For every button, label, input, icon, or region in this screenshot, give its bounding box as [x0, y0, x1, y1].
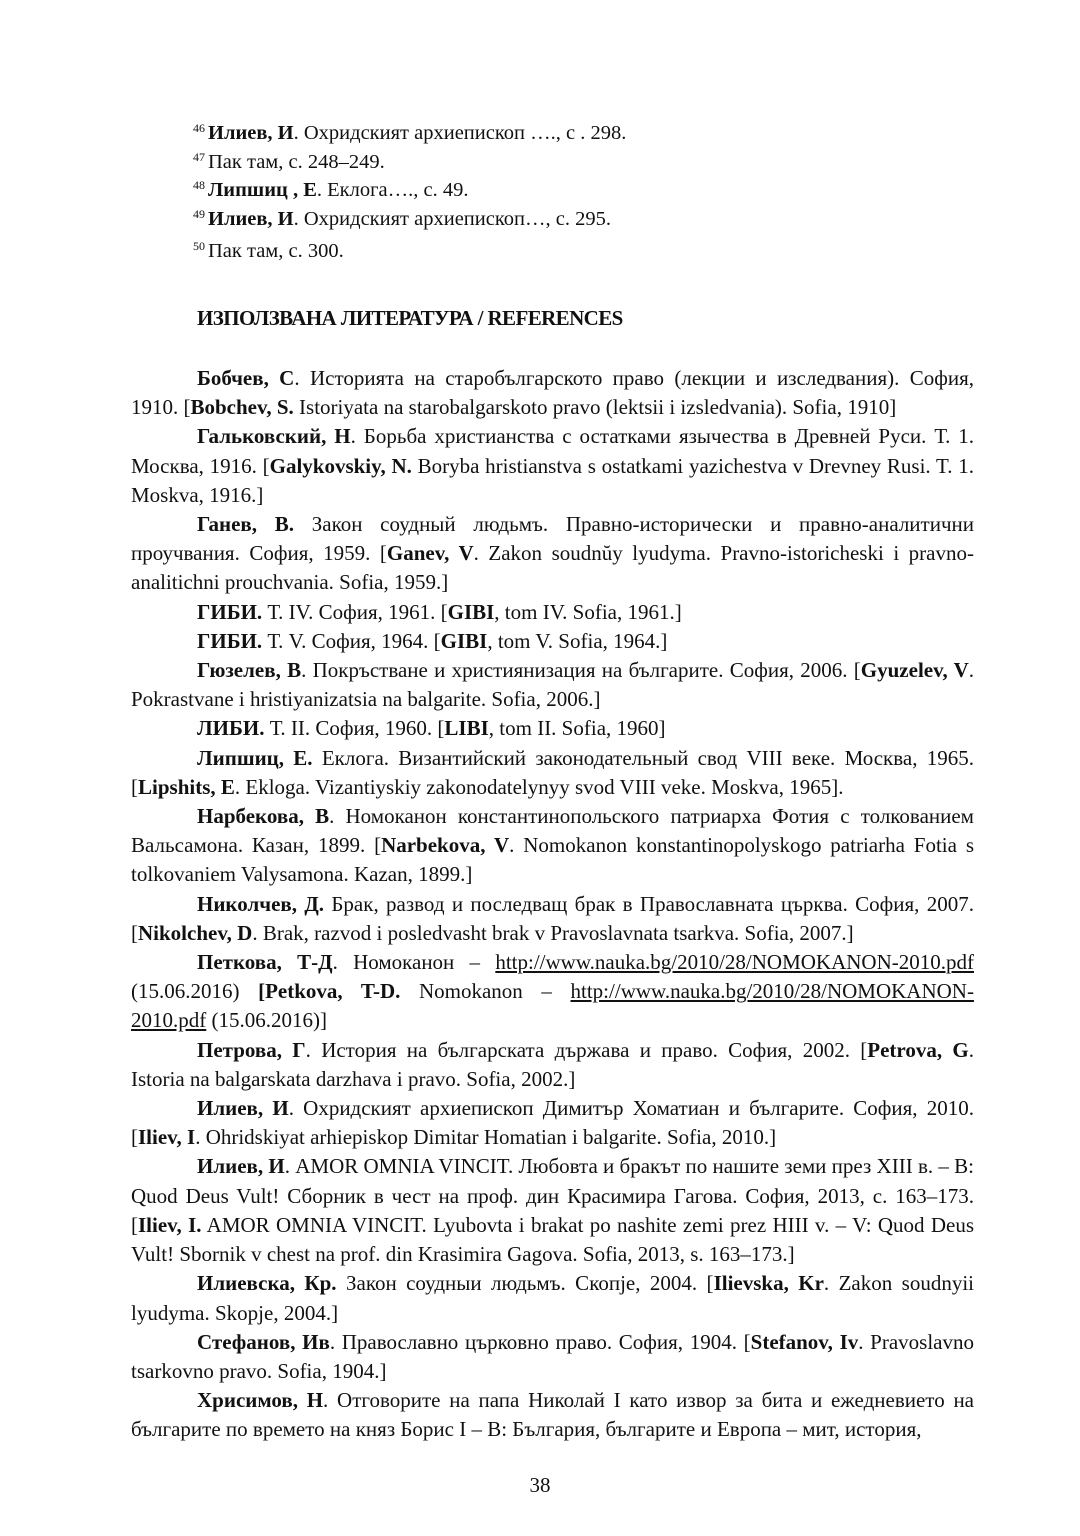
ref-author-latin: Stefanov, Iv	[750, 1329, 859, 1354]
ref-text-latin: . Nomokanon konstantinopolyskogo patriarha Fotia s tolkovaniem Valysamona. Kazan, 1899.]	[131, 833, 974, 887]
ref-author: ГИБИ.	[197, 599, 263, 624]
footnote	[193, 150, 385, 174]
ref-author-latin: Ilievska, Kr	[713, 1271, 824, 1296]
ref-author-latin: Iliev, I.	[138, 1212, 202, 1237]
ref-text: . Охридският архиепископ Димитър Хоматиан и българите. София, 2010. [	[131, 1096, 975, 1150]
footnote-number: 50	[193, 239, 205, 253]
ref-author: Липшиц, Е.	[197, 745, 313, 770]
ref-text: . AMOR OMNIA VINCIT. Любовта и бракът по нашите земи през XIII в. – В: Quod Deus Vult! Сборник в чест на проф. дин Красимира Гагова. София, 2013, с. 163–173. [	[131, 1154, 974, 1237]
references-list	[131, 364, 974, 1445]
ref-text-latin: , tom IV. Sofia, 1961.]	[494, 599, 682, 624]
reference-entry	[131, 1328, 974, 1386]
ref-author: Петкова, Т-Д	[197, 950, 333, 975]
footnote-author: Илиев, И	[208, 122, 294, 144]
nomokanon-link-latin[interactable]: http://www.nauka.bg/2010/28/NOMOKANON-2010.pdf	[131, 979, 974, 1033]
ref-text-latin: Boryba hristianstva s ostatkami yazichestva v Drevney Rusi. T. 1. Moskva, 1916.]	[131, 453, 974, 507]
ref-text-latin: . Ekloga. Vizantiyskiy zakonodatelynyy svod VIII veke. Moskva, 1965].	[234, 774, 844, 799]
reference-entry	[131, 744, 974, 802]
ref-author: Гальковский, Н	[197, 424, 351, 449]
ref-text-latin: . Pokrastvane i hristiyanizatsia na balgarite. Sofia, 2006.]	[131, 658, 974, 712]
footnote	[193, 121, 626, 145]
ref-author-latin: Galykovskiy, N.	[269, 453, 412, 478]
ref-text: . Православно църковно право. София, 1904. [	[329, 1329, 751, 1354]
ref-author-latin: Iliev, I	[138, 1125, 196, 1150]
footnote	[193, 207, 611, 231]
ref-author-latin: Lipshits, E	[138, 774, 235, 799]
ref-author-latin: Nikolchev, D	[138, 920, 253, 945]
footnote-number: 47	[193, 150, 205, 164]
reference-entry	[131, 714, 974, 743]
page-number: 38	[529, 1473, 551, 1497]
ref-author-latin: Narbekova, V	[381, 833, 510, 858]
footnote-text: . Охридският архиепископ…, с. 295.	[293, 208, 611, 230]
footnote-author: Илиев, И	[208, 208, 294, 230]
reference-entry	[131, 1386, 974, 1444]
ref-text: Т. V. София, 1964. [	[262, 628, 441, 653]
ref-text: Брак, развод и последващ брак в Православната църква. София, 2007. [	[131, 891, 974, 945]
ref-author: Петрова, Г	[197, 1037, 306, 1062]
ref-author-latin: GIBI	[440, 628, 488, 653]
reference-entry	[131, 510, 974, 598]
reference-entry	[131, 656, 974, 714]
footnote-text: . Охридският архиепископ …., с . 298.	[293, 122, 627, 144]
footnote	[193, 239, 344, 263]
ref-text: . Номоканон –	[332, 950, 496, 975]
footnote-number: 49	[193, 207, 205, 221]
ref-author: Хрисимов, Н	[197, 1388, 324, 1413]
ref-author: ЛИБИ.	[197, 716, 265, 741]
ref-text: . Отговорите на папа Николай I като извор за бита и ежедневието на българите по времето на княз Борис I – В: България, българите и Европа – мит, история,	[131, 1388, 975, 1442]
ref-author: Гюзелев, В	[197, 658, 302, 683]
ref-text-latin: . Zakon soudnŭy lyudyma. Pravno-istoricheski i pravno-analitichni prouchvania. Sofia, 1959.]	[131, 541, 974, 595]
ref-author-latin: Ganev, V	[386, 541, 474, 566]
reference-entry	[131, 802, 974, 890]
ref-text-latin: . Istoria na balgarskata darzhava i pravo. Sofia, 2002.]	[131, 1037, 974, 1091]
ref-author-latin: Gyuzelev, V	[860, 658, 969, 683]
ref-text: . Историята на старобългарското право (лекции и изследвания). София, 1910. [	[131, 366, 974, 420]
references-heading: ИЗПОЛЗВАНА ЛИТЕРАТУРА / REFERENCES	[197, 306, 623, 330]
ref-author: ГИБИ.	[197, 628, 263, 653]
footnote-text: Пак там, с. 300.	[208, 240, 344, 262]
ref-text: . Борьба христианства с остатками язычества в Древней Руси. Т. 1. Москва, 1916. [	[131, 424, 974, 478]
footnote-text: . Еклога…., с. 49.	[316, 179, 469, 201]
ref-text: Т. IV. София, 1961. [	[262, 599, 448, 624]
ref-date-latin: (15.06.2016)]	[206, 1008, 327, 1033]
ref-author: Ганев, В.	[197, 512, 295, 537]
ref-author-latin: LIBI	[444, 716, 489, 741]
ref-text: Закон соудныи людьмъ. Скопjе, 2004. [	[336, 1271, 714, 1296]
ref-author-latin: Petrova, G	[867, 1037, 969, 1062]
reference-entry	[131, 1269, 974, 1327]
reference-entry-petkova	[131, 948, 974, 1036]
reference-entry-petrova	[131, 1036, 974, 1094]
ref-text: Т. II. София, 1960. [	[264, 716, 445, 741]
ref-text-latin: . Ohridskiyat arhiepiskop Dimitar Homatian i balgarite. Sofia, 2010.]	[195, 1125, 777, 1150]
ref-text-latin: . Zakon soudnyii lyudyma. Skopje, 2004.]	[131, 1271, 974, 1325]
ref-text: . История на българската държава и право. София, 2002. [	[305, 1037, 868, 1062]
ref-text: . Покръстване и християнизация на българите. София, 2006. [	[301, 658, 861, 683]
ref-author-latin: Bobchev, S.	[190, 395, 294, 420]
ref-text-latin: , tom V. Sofia, 1964.]	[487, 628, 668, 653]
reference-entry	[131, 364, 974, 422]
ref-author-latin: [Petkova, T-D.	[258, 979, 401, 1004]
reference-entry	[131, 1152, 974, 1269]
ref-author: Илиев, И	[197, 1096, 289, 1121]
ref-text-latin: AMOR OMNIA VINCIT. Lyubovta i brakat po nashite zemi prez HIII v. – V: Quod Deus Vult! Sbornik v chest na prof. din Krasimira Gagova. Sofia, 2013, s. 163–173.]	[131, 1212, 974, 1267]
ref-author: Илиев, И	[197, 1154, 285, 1179]
footnote-text: Пак там, с. 248–249.	[208, 151, 385, 173]
ref-date: (15.06.2016)	[131, 979, 259, 1004]
ref-text-latin: . Pravoslavno tsarkovno pravo. Sofia, 1904.]	[131, 1329, 974, 1383]
ref-author: Илиевска, Кр.	[197, 1271, 337, 1296]
footnote	[193, 178, 468, 202]
reference-entry	[131, 422, 974, 510]
ref-author: Нарбекова, В	[197, 804, 330, 829]
footnote-author: Липшиц , Е	[208, 179, 317, 201]
footnote-number: 46	[193, 121, 205, 135]
ref-text-latin: Nomokanon –	[400, 979, 571, 1004]
ref-author: Николчев, Д.	[197, 891, 325, 916]
ref-author-latin: GIBI	[447, 599, 495, 624]
nomokanon-link[interactable]: http://www.nauka.bg/2010/28/NOMOKANON-2010.pdf	[495, 950, 974, 975]
reference-entry	[131, 598, 974, 627]
reference-entry	[131, 1094, 974, 1152]
ref-text: Еклога. Византийский законодательный свод VIII веке. Москва, 1965. [	[131, 745, 974, 799]
ref-text-latin: . Brak, razvod i posledvasht brak v Pravoslavnata tsarkva. Sofia, 2007.]	[252, 920, 854, 945]
reference-entry	[131, 627, 974, 656]
ref-text: Закон соудный людьмъ. Правно-исторически и правно-аналитични проучвания. София, 1959. [	[131, 512, 974, 566]
footnote-number: 48	[193, 178, 205, 192]
ref-text-latin: Istoriyata na starobalgarskoto pravo (lektsii i izsledvania). Sofia, 1910]	[293, 395, 897, 420]
ref-text-latin: , tom II. Sofia, 1960]	[488, 716, 666, 741]
ref-author: Стефанов, Ив	[197, 1329, 330, 1354]
reference-entry	[131, 890, 974, 948]
ref-text: . Номоканон константинопольского патриарха Фотия с толкованием Вальсамона. Казан, 1899. [	[131, 804, 974, 858]
ref-author: Бобчев, С	[197, 366, 295, 390]
